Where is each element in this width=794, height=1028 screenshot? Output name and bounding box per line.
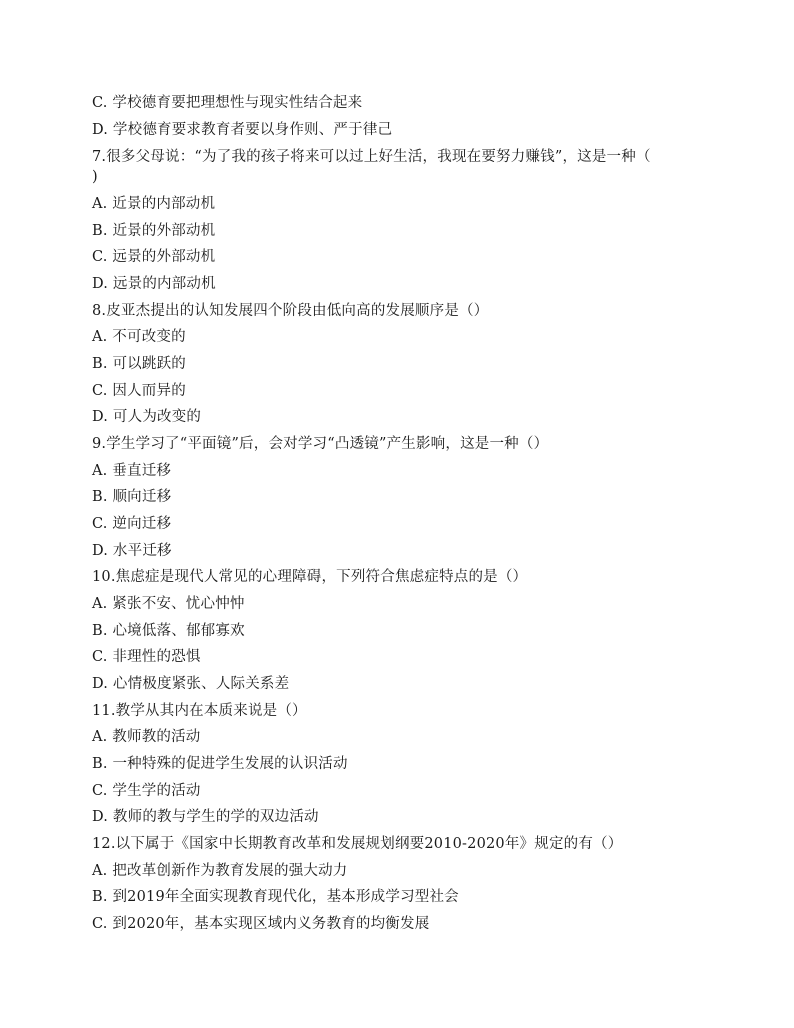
option-b-q11: B. 一种特殊的促进学生发展的认识活动 [92, 756, 348, 772]
option-d-q9: D. 水平迁移 [92, 543, 172, 559]
option-a-q8: A. 不可改变的 [92, 329, 186, 345]
option-d-q8: D. 可人为改变的 [92, 409, 202, 425]
option-c-q11: C. 学生学的活动 [92, 783, 201, 799]
option-d-q11: D. 教师的教与学生的学的双边活动 [92, 809, 319, 825]
option-a-q10: A. 紧张不安、忧心忡忡 [92, 596, 245, 612]
option-b-q8: B. 可以跳跃的 [92, 356, 186, 372]
question-9: 9.学生学习了“平面镜”后，会对学习“凸透镜”产生影响，这是一种（） [92, 436, 549, 452]
option-c-q12: C. 到2020年，基本实现区域内义务教育的均衡发展 [92, 916, 430, 932]
option-c-q8: C. 因人而异的 [92, 383, 186, 399]
question-10: 10.焦虑症是现代人常见的心理障碍，下列符合焦虑症特点的是（） [92, 569, 528, 585]
option-a-q11: A. 教师教的活动 [92, 729, 201, 745]
option-b-q12: B. 到2019年全面实现教育现代化，基本形成学习型社会 [92, 889, 459, 905]
option-c-q6: C. 学校德育要把理想性与现实性结合起来 [92, 95, 363, 111]
option-c-q9: C. 逆向迁移 [92, 516, 172, 532]
option-d-q10: D. 心情极度紧张、人际关系差 [92, 676, 290, 692]
option-c-q7: C. 远景的外部动机 [92, 249, 216, 265]
question-7: 7.很多父母说：“为了我的孩子将来可以过上好生活，我现在要努力赚钱”，这是一种（ [92, 149, 651, 165]
option-b-q7: B. 近景的外部动机 [92, 223, 216, 239]
option-b-q10: B. 心境低落、郁郁寡欢 [92, 623, 245, 639]
option-a-q9: A. 垂直迁移 [92, 463, 172, 479]
option-b-q9: B. 顺向迁移 [92, 489, 172, 505]
option-a-q12: A. 把改革创新作为教育发展的强大动力 [92, 863, 348, 879]
question-7-continuation: ) [92, 169, 98, 185]
option-a-q7: A. 近景的内部动机 [92, 196, 216, 212]
option-d-q7: D. 远景的内部动机 [92, 276, 216, 292]
option-d-q6: D. 学校德育要求教育者要以身作则、严于律己 [92, 122, 393, 138]
option-c-q10: C. 非理性的恐惧 [92, 649, 201, 665]
question-12: 12.以下属于《国家中长期教育改革和发展规划纲要2010-2020年》规定的有（） [92, 836, 623, 852]
question-11: 11.教学从其内在本质来说是（） [92, 703, 307, 719]
question-8: 8.皮亚杰提出的认知发展四个阶段由低向高的发展顺序是（） [92, 303, 489, 319]
